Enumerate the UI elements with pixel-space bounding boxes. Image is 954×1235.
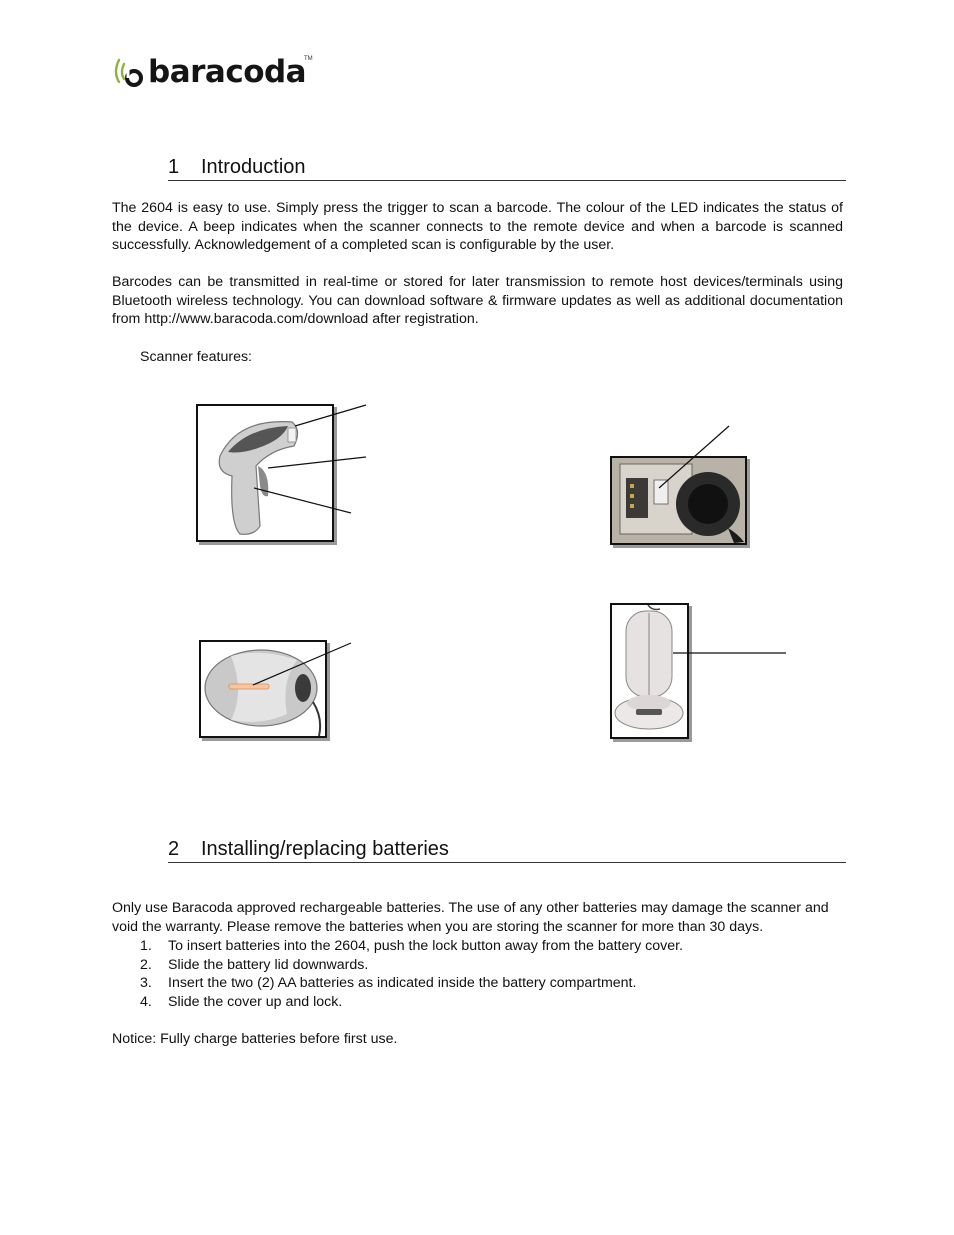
- list-item: 3. Insert the two (2) AA batteries as indicated inside the battery compartment.: [140, 975, 637, 992]
- section-number: 1: [168, 156, 180, 178]
- section-number: 2: [168, 838, 180, 860]
- baracoda-logo: [112, 52, 322, 92]
- logo-wordmark: baracoda: [148, 54, 307, 90]
- intro-paragraph-2: Barcodes can be transmitted in real-time or stored for later transmission to remote host devices/terminals using Bluetooth wireless technology. You can download software & firmware updates as well as additional documentation from http://www.baracoda.com/download after registration.: [112, 274, 843, 328]
- notice-text: Notice: Fully charge batteries before first use.: [112, 1031, 398, 1047]
- scanner-top-photo: [199, 640, 327, 738]
- batteries-paragraph: Only use Baracoda approved rechargeable batteries. The use of any other batteries may damage the scanner and void the warranty. Please remove the batteries when you are storing the scanner for more than 30 days.: [112, 900, 829, 935]
- trademark-mark: TM: [304, 56, 313, 62]
- battery-compartment-photo: [610, 456, 747, 545]
- scanner-side-photo: [196, 404, 334, 542]
- charging-cradle-photo: [610, 603, 689, 739]
- list-item: 1. To insert batteries into the 2604, push the lock button away from the battery cover.: [140, 938, 683, 954]
- list-item: 2. Slide the battery lid downwards.: [140, 956, 369, 973]
- section-title: Installing/replacing batteries: [201, 838, 449, 860]
- scanner-features-label: Scanner features:: [140, 349, 252, 365]
- intro-paragraph-1: The 2604 is easy to use. Simply press the trigger to scan a barcode. The colour of the LED indicates the status of the device. A beep indicates when the scanner connects to the remote device and when a barcode is scanned successfully. Acknowledgement of a completed scan is configurable by the user.: [112, 200, 843, 254]
- signal-wave-icon: [112, 52, 148, 92]
- list-item: 4. Slide the cover up and lock.: [140, 993, 343, 1010]
- section-title: Introduction: [201, 156, 306, 178]
- section-heading-batteries: [168, 836, 846, 863]
- battery-steps-list: [112, 937, 852, 1011]
- section-heading-introduction: [168, 154, 846, 181]
